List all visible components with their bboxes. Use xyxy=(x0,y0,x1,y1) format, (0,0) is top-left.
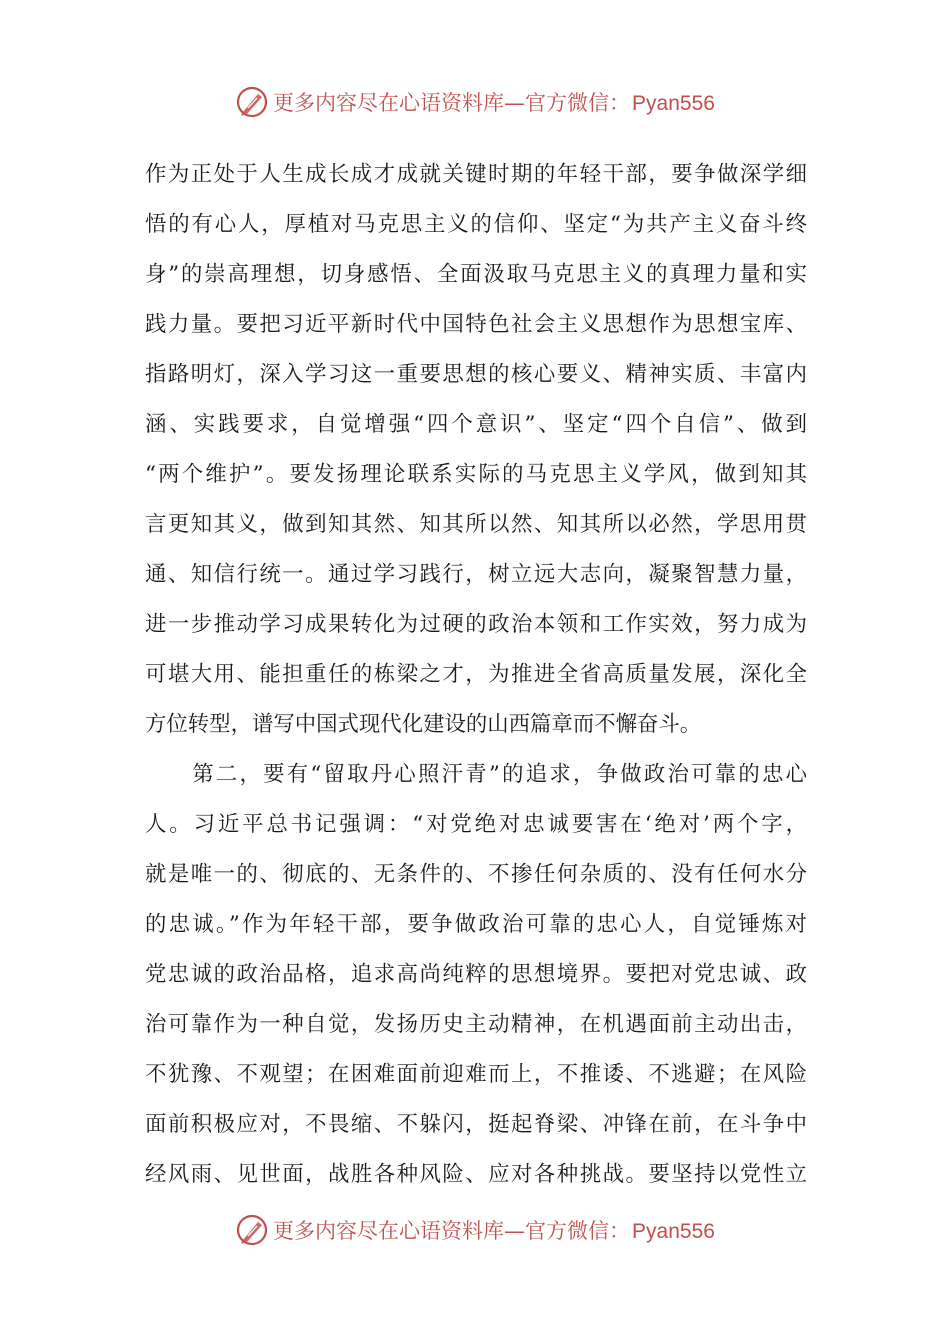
text-line: 党忠诚的政治品格，追求高尚纯粹的思想境界。要把对党忠诚、政 xyxy=(145,962,807,987)
footer-banner-text xyxy=(273,1215,715,1245)
banner-main-text: 更多内容尽在心语资料库 xyxy=(273,1219,505,1243)
text-line: 通、知信行统一。通过学习践行，树立远大志向，凝聚智慧力量， xyxy=(145,562,807,587)
text-line: 言更知其义，做到知其然、知其所以然、知其所以必然，学思用贯 xyxy=(145,512,807,537)
text-line: 指路明灯，深入学习这一重要思想的核心要义、精神实质、丰富内 xyxy=(145,362,807,387)
banner-main-text: 更多内容尽在心语资料库 xyxy=(273,91,505,115)
text-line: 进一步推动学习成果转化为过硬的政治本领和工作实效，努力成为 xyxy=(145,612,807,637)
text-line: 作为正处于人生成长成才成就关键时期的年轻干部，要争做深学细 xyxy=(145,162,807,187)
text-line: 经风雨、见世面，战胜各种风险、应对各种挑战。要坚持以党性立 xyxy=(145,1162,807,1187)
text-line: 第二，要有“留取丹心照汗青”的追求，争做政治可靠的忠心 xyxy=(145,762,807,787)
footer-banner xyxy=(0,1210,950,1250)
text-line: “两个维护”。要发扬理论联系实际的马克思主义学风，做到知其 xyxy=(145,462,807,487)
paragraph xyxy=(145,150,807,750)
text-line: 悟的有心人，厚植对马克思主义的信仰、坚定“为共产主义奋斗终 xyxy=(145,212,807,237)
banner-separator: — xyxy=(504,91,526,115)
text-line: 就是唯一的、彻底的、无条件的、不掺任何杂质的、没有任何水分 xyxy=(145,862,807,887)
paragraph xyxy=(145,750,807,1200)
pen-logo-icon xyxy=(235,1213,269,1247)
text-line: 身”的崇高理想，切身感悟、全面汲取马克思主义的真理力量和实 xyxy=(145,262,807,287)
pen-logo-icon xyxy=(235,85,269,119)
banner-wechat-label: 官方微信： xyxy=(525,91,631,115)
text-line: 方位转型，谱写中国式现代化建设的山西篇章而不懈奋斗。 xyxy=(145,712,702,737)
text-line: 践力量。要把习近平新时代中国特色社会主义思想作为思想宝库、 xyxy=(145,312,807,337)
banner-wechat-id: Pyan556 xyxy=(632,92,715,115)
banner-wechat-label: 官方微信： xyxy=(525,1219,631,1243)
header-banner xyxy=(0,82,950,122)
text-line: 治可靠作为一种自觉，发扬历史主动精神，在机遇面前主动出击， xyxy=(145,1012,807,1037)
text-line: 涵、实践要求，自觉增强“四个意识”、坚定“四个自信”、做到 xyxy=(145,412,807,437)
text-line: 可堪大用、能担重任的栋梁之才，为推进全省高质量发展，深化全 xyxy=(145,662,807,687)
header-banner-text xyxy=(273,87,715,117)
banner-wechat-id: Pyan556 xyxy=(632,1220,715,1243)
text-line: 不犹豫、不观望；在困难面前迎难而上，不推诿、不逃避；在风险 xyxy=(145,1062,807,1087)
banner-separator: — xyxy=(504,1219,526,1243)
text-line: 面前积极应对，不畏缩、不躲闪，挺起脊梁、冲锋在前，在斗争中 xyxy=(145,1112,807,1137)
text-line: 的忠诚。”作为年轻干部，要争做政治可靠的忠心人，自觉锤炼对 xyxy=(145,912,807,937)
document-body xyxy=(145,150,807,1200)
text-line: 人。习近平总书记强调：“对党绝对忠诚要害在‘绝对’两个字， xyxy=(145,812,807,837)
